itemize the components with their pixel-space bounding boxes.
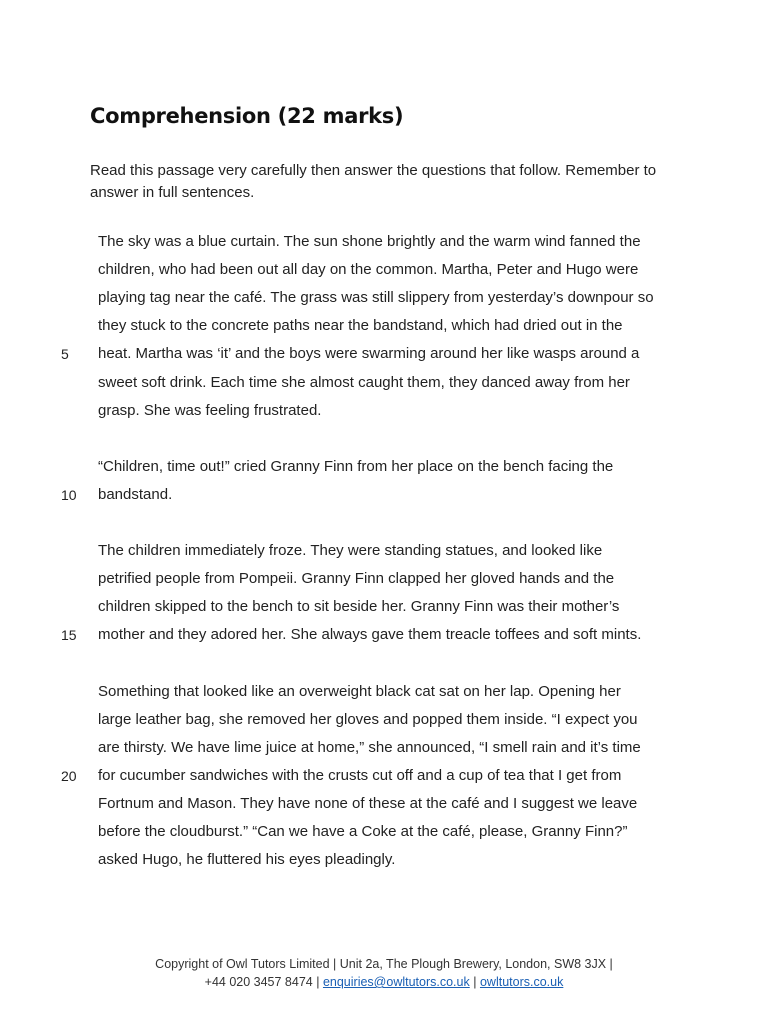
passage-line xyxy=(0,369,768,397)
passage-line-text: The sky was a blue curtain. The sun shone brightly and the warm wind fanned the xyxy=(98,233,641,250)
passage-line-text: asked Hugo, he fluttered his eyes pleadingly. xyxy=(98,851,396,869)
passage-line-text: large leather bag, she removed her gloves and popped them inside. “I expect you xyxy=(98,710,638,728)
page-title: Comprehension (22 marks) xyxy=(90,104,404,128)
footer-email-link[interactable]: enquiries@owltutors.co.uk xyxy=(322,975,470,989)
passage-line-text: The children immediately froze. They were standing statues, and looked like xyxy=(98,542,603,560)
passage-line xyxy=(0,453,768,481)
instructions-text: Read this passage very carefully then answer the questions that follow. Remember to answer in full sentences. xyxy=(90,162,657,201)
line-number: 10 xyxy=(61,486,77,503)
passage-line xyxy=(0,621,768,649)
line-number: 5 xyxy=(61,346,69,363)
passage-line xyxy=(0,228,768,256)
footer-copyright: Copyright of Owl Tutors Limited | Unit 2a, The Plough Brewery, London, SW8 3JX | xyxy=(155,957,613,971)
passage-line xyxy=(0,537,768,565)
passage-line-text: Something that looked like an overweight black cat sat on her lap. Opening her xyxy=(98,682,621,700)
passage-line-text: sweet soft drink. Each time she almost caught them, they danced away from her xyxy=(98,373,630,391)
passage-line-text: children, who had been out all day on the common. Martha, Peter and Hugo were xyxy=(98,261,639,279)
passage-line-text: are thirsty. We have lime juice at home,” she announced, “I smell rain and it’s time xyxy=(98,738,641,756)
passage-line xyxy=(0,762,768,790)
passage-line-text: for cucumber sandwiches with the crusts cut off and a cup of tea that I get from xyxy=(98,766,622,784)
passage-line xyxy=(0,706,768,734)
passage-line xyxy=(0,846,768,874)
passage-line-text: children skipped to the bench to sit beside her. Granny Finn was their mother’s xyxy=(98,598,620,616)
passage-line-text: heat. Martha was ‘it’ and the boys were swarming around her like wasps around a xyxy=(98,345,640,363)
passage-line-text: they stuck to the concrete paths near the bandstand, which had dried out in the xyxy=(98,317,623,335)
footer-phone: +44 020 3457 8474 | xyxy=(204,975,320,989)
passage-line-text: playing tag near the café. The grass was still slippery from yesterday’s downpour so xyxy=(98,289,654,307)
passage-line-text: grasp. She was feeling frustrated. xyxy=(98,401,322,419)
passage-line-text: before the cloudburst.” “Can we have a Coke at the café, please, Granny Finn?” xyxy=(98,823,628,841)
passage-line xyxy=(0,593,768,621)
passage-line xyxy=(0,312,768,340)
footer-website-link[interactable]: owltutors.co.uk xyxy=(479,975,564,989)
passage-line-text: “Children, time out!” cried Granny Finn from her place on the bench facing the xyxy=(98,457,614,475)
passage-line xyxy=(0,818,768,846)
passage-line xyxy=(0,678,768,706)
passage-line xyxy=(0,256,768,284)
passage-line xyxy=(0,397,768,425)
line-number: 20 xyxy=(61,767,77,784)
passage-line xyxy=(0,340,768,368)
footer-separator: | xyxy=(473,975,477,989)
passage-line-text: Fortnum and Mason. They have none of these at the café and I suggest we leave xyxy=(98,795,638,812)
passage-line xyxy=(0,509,768,537)
footer-contact xyxy=(0,973,768,991)
passage-line xyxy=(0,650,768,678)
passage-line xyxy=(0,734,768,762)
passage-line xyxy=(0,425,768,453)
passage-line xyxy=(0,284,768,312)
passage-line xyxy=(0,790,768,818)
footer xyxy=(0,955,768,991)
line-number: 15 xyxy=(61,627,77,644)
passage-line xyxy=(0,481,768,509)
passage-line-text: bandstand. xyxy=(98,485,173,503)
passage-line xyxy=(0,565,768,593)
passage-line-text: mother and they adored her. She always gave them treacle toffees and soft mints. xyxy=(98,626,642,644)
passage-line-text: petrified people from Pompeii. Granny Finn clapped her gloved hands and the xyxy=(98,570,615,588)
